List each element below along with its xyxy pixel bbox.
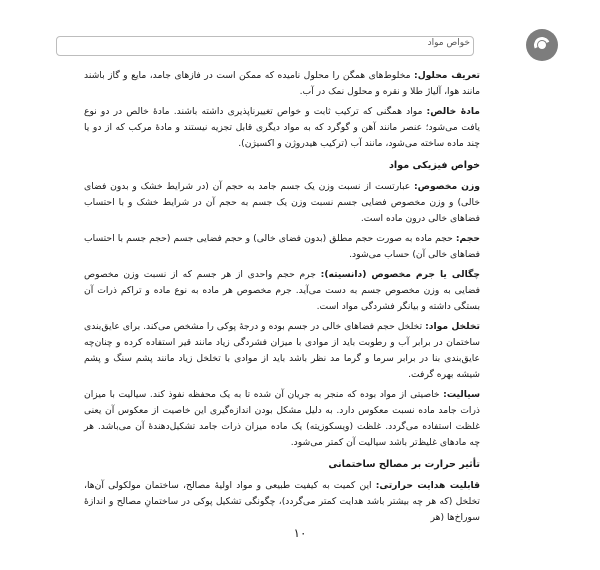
term-label: قابلیت هدایت حرارتی: (375, 480, 480, 491)
page-header (50, 27, 558, 63)
term-label: سیالیت: (443, 389, 480, 400)
paragraph-text: مخلوط‌های همگن را محلول نامیده که ممکن است در فازهای جامد، مایع و گاز باشند مانند هوا، آلیاژ طلا و نقره و محلول نمک در آب. (84, 70, 480, 97)
paragraph-specific-weight (84, 179, 480, 227)
paragraph-solution-definition (84, 68, 480, 100)
paragraph-density (84, 267, 480, 315)
paragraph-text: جرم حجم واحدی از هر جسم که از نسبت وزن مخصوص فضایی به وزن مخصوص جسم به دست می‌آید. جرم مخصوص هر ماده به نوع ماده و تراکم ذرات آن بستگی داشته و بیانگر فشردگی مواد است. (84, 269, 480, 312)
paragraph-pure-substance (84, 104, 480, 152)
section-heading-heat-effect: تأثیر حرارت بر مصالح ساختمانی (328, 459, 480, 470)
paragraph-text: مواد همگنی که ترکیب ثابت و خواص تغییرناپذیری داشته باشند. مادهٔ خالص در دو نوع یافت می‌شود؛ عنصر مانند آهن و گوگرد که به مواد دیگری قابل تجزیه نیستند و مادهٔ مرکب که از دو یا چند ماده ساخته می‌شود، مانند آب (ترکیب هیدروژن و اکسیژن). (84, 106, 480, 149)
page-content (84, 68, 480, 530)
paragraph-text: حجم ماده به صورت حجم مطلق (بدون فضای خالی) و حجم فضایی جسم (حجم جسم با احتساب فضاهای خالی آن) حساب می‌شود. (84, 233, 480, 260)
paragraph-text: تخلخل حجم فضاهای خالی در جسم بوده و درجهٔ پوکی را مشخص می‌کند. برای عایق‌بندی ساختمان در برابر آب و رطوبت باید از موادی با میزان فشردگی زیاد مانند قیر استفاده کرده و چنان‌چه عایق‌بندی بنا در برابر سرما و گرما مد نظر باشد باید از موادی با تخلخل زیاد مانند پشم سنگ و پشم شیشه بهره گرفت. (84, 321, 480, 380)
term-label: چگالی یا جرم مخصوص (دانسیته): (320, 269, 480, 280)
term-label: مادهٔ خالص: (426, 106, 480, 117)
publisher-logo-icon (526, 29, 558, 61)
page-number: ۱۰ (293, 526, 307, 540)
paragraph-thermal-conductivity (84, 478, 480, 526)
paragraph-porosity (84, 319, 480, 383)
paragraph-volume (84, 231, 480, 263)
paragraph-text: خاصیتی از مواد بوده که منجر به جریان آن شده تا به یک محفظه نفوذ کند. سیالیت با میزان ذرات جامد ماده نسبت معکوس دارد. به دلیل مشکل بودن اندازه‌گیری این خاصیت از معکوس آن یعنی غلظت استفاده می‌گردد. غلظت (ویسکوزیته) یک ماده میزان ذرات جامد تشکیل‌دهندهٔ آن می‌باشد. هر چه مادهای غلیظ‌تر باشد سیالیت آن کمتر می‌شود. (84, 389, 480, 448)
chapter-title: خواص مواد (427, 38, 470, 48)
header-bar (56, 36, 474, 56)
paragraph-text: عبارتست از نسبت وزن یک جسم جامد به حجم آن (در شرایط خشک و بدون فضای خالی) و وزن مخصوص فضایی جسم نسبت وزن یک جسم به حجم آن در شرایط خشک و با احتساب فضاهای خالی درون ماده است. (84, 181, 480, 224)
section-heading-physical-properties: خواص فیزیکی مواد (388, 160, 480, 171)
term-label: حجم: (455, 233, 480, 244)
term-label: تعریف محلول: (414, 70, 480, 81)
paragraph-text: این کمیت به کیفیت طبیعی و مواد اولیهٔ مصالح، ساختمان مولکولی آن‌ها، تخلخل (که هر چه بیشتر باشد هدایت کمتر می‌گردد)، چگونگی تشکیل پوکی در ساختمانِ مصالح و اندازهٔ سوراخ‌ها (هر (84, 480, 480, 523)
term-label: تخلخل مواد: (425, 321, 480, 332)
term-label: وزن مخصوص: (413, 181, 481, 192)
paragraph-fluidity (84, 387, 480, 451)
